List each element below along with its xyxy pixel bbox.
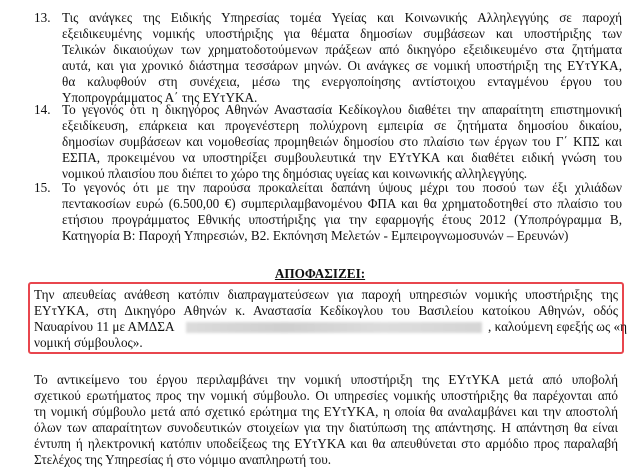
item-14-line: δημοσίων συμβάσεων και νομοθεσίας προμηθειών δημοσίου στο πλαίσιο των έργων του Γ΄ ΚΠΣ και [62, 134, 622, 149]
item-13-line: Τελικών δικαιούχων των χρηματοδοτούμενων πράξεων από δικηγόρο εξειδικευμένο στα ζητήματα [62, 42, 622, 57]
item-15-line: πεντακοσίων ευρώ (6.500,00 €) συμπεριλαμβανομένου ΦΠΑ και θα χρηματοδοτηθεί στο πλαίσιο του [62, 196, 622, 211]
closing-line: όλων των απαραίτητων συνοδευτικών στοιχείων για την διατύπωση της απάντησης. Η απάντηση θα είναι [34, 420, 618, 435]
item-14-line: ΕΣΠΑ, προκειμένου να υποστηρίξει συμβουλευτικά την ΕΥτΥΚΑ και διαθέτει ειδική γνώση του [62, 150, 622, 165]
closing-line: τη νομική σύμβουλο μετά από σχετικό ερώτημα της ΕΥτΥΚΑ, η οποία θα αναλαμβάνει και την αποστολή [34, 404, 618, 419]
item-15-line: ετήσιου προγράμματος Εθνικής υποστήριξης για την εφαρμογής έτους 2012 (Υποπρόγραμμα Β, [62, 212, 622, 227]
closing-line: Το αντικείμενο του έργου περιλαμβάνει την νομική υποστήριξη της ΕΥτΥΚΑ μετά από υποβολή [34, 372, 618, 387]
redacted-area [186, 322, 482, 333]
item-15-line: Το γεγονός ότι με την παρούσα προκαλείται δαπάνη ύψους μέχρι του ποσού των έξι χιλιάδων [62, 180, 622, 195]
decision-line: νομική σύμβουλος». [34, 335, 143, 350]
item-15-line: Κατηγορία Β: Παροχή Υπηρεσιών, Β2. Εκπόνηση Μελετών - Εμπειρογνωμοσυνών – Ερευνών) [62, 228, 569, 243]
item-number: 14. [34, 102, 51, 117]
item-13-line: αυτά, και για χρονικό διάστημα τεσσάρων μηνών. Οι ανάγκες σε νομική υποστήριξη της ΕΥτΥΚΑ, [62, 58, 622, 73]
item-13-line: εξειδικευμένης νομικής υποστήριξης για θέματα δημοσίων συμβάσεων και υποστήριξης των [62, 26, 622, 41]
item-number: 15. [34, 180, 51, 195]
decision-line-start: Ναυαρίνου 11 με ΑΜΔΣΑ [34, 319, 175, 334]
closing-line: έντυπη ή ηλεκτρονική κατόπιν υποδείξεως της ΕΥτΥΚΑ και θα απευθύνεται στο αρμόδιο προς παραλαβή [34, 436, 618, 451]
decision-line-end: , καλούμενη εφεξής ως «η [488, 319, 627, 334]
item-13-line: θα καλυφθούν στη συνέχεια, μέσω της ενεργοποίησης αντίστοιχου ενταγμένου έργου του [62, 74, 622, 89]
decision-line: ΕΥτΥΚΑ, στη Δικηγόρο Αθηνών κ. Αναστασία Κεδίκογλου του Βασιλείου κατοίκου Αθηνών, οδός [34, 303, 618, 318]
item-14-line: εξειδίκευση, επάρκεια και προγενέστερη πολύχρονη εμπειρία σε ζητήματα δημοσίου δικαίου, [62, 118, 622, 133]
item-number: 13. [34, 10, 51, 25]
partial-top-line [62, 0, 622, 5]
decision-heading: ΑΠΟΦΑΣΙΖΕΙ: [274, 266, 366, 281]
item-14-line: νομικού πλαισίου που διέπει το χώρο της δημόσιας υγείας και κοινωνικής αλληλεγγύης. [62, 166, 528, 181]
item-14-line: Το γεγονός ότι η δικηγόρος Αθηνών Αναστασία Κεδίκογλου διαθέτει την απαραίτητη επιστημονική [62, 102, 622, 117]
closing-line: σχετικού ερωτήματος προς την νομική σύμβουλο. Οι υπηρεσίες νομικής υποστήριξης θα παρέχονται από [34, 388, 618, 403]
item-13-line: Υποπρογράμματος Α΄ της ΕΥτΥΚΑ. [62, 90, 258, 105]
closing-line: Στελέχος της Υπηρεσίας ή στο νόμιμο αναπληρωτή του. [34, 452, 332, 467]
item-13-line: Τις ανάγκες της Ειδικής Υπηρεσίας τομέα Υγείας και Κοινωνικής Αλληλεγγύης σε παροχή [62, 10, 622, 25]
decision-line: Την απευθείας ανάθεση κατόπιν διαπραγματεύσεων για παροχή υπηρεσιών νομικής υποστήριξης της [34, 287, 618, 302]
